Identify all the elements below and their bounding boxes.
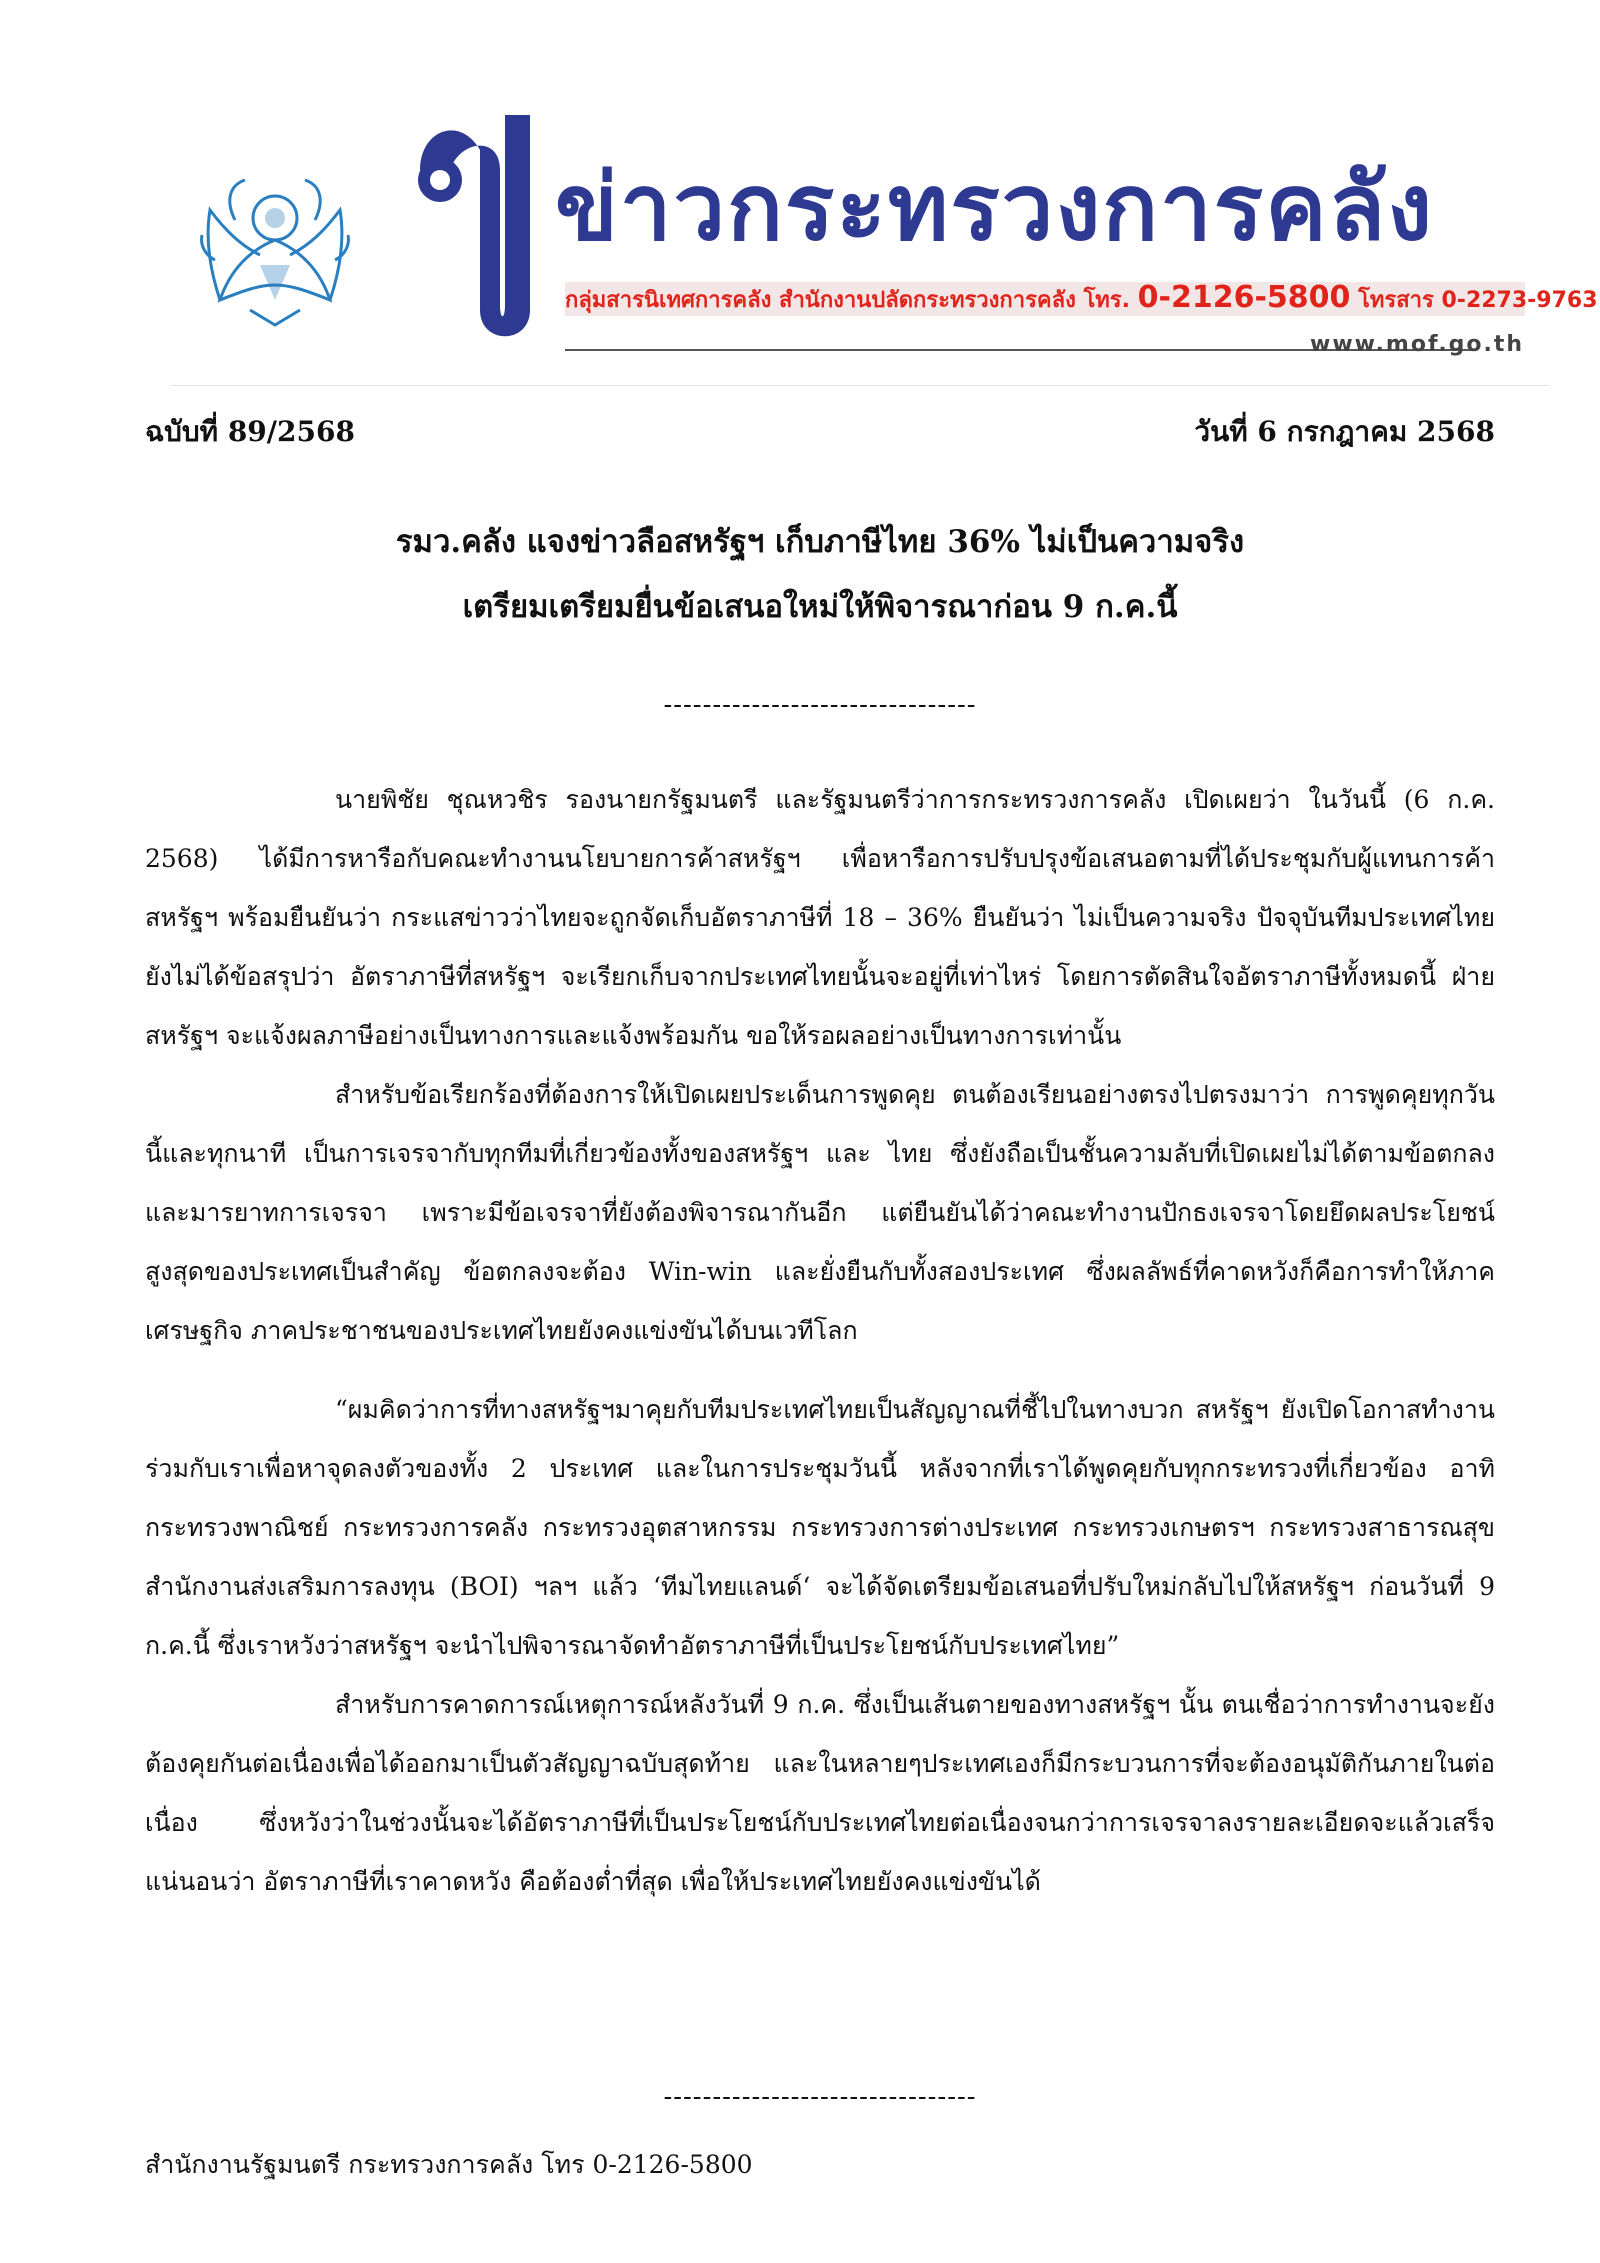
contact-fax: โทรสาร 0-2273-9763: [1358, 288, 1598, 313]
garuda-emblem-icon: [190, 160, 360, 330]
headline-line-1: รมว.คลัง แจงข่าวลือสหรัฐฯ เก็บภาษีไทย 36% ไม่เป็นความจริง: [395, 524, 1245, 560]
separator-bottom: --------------------------------: [663, 2082, 977, 2112]
paragraph-3-quote: “ผมคิดว่าการที่ทางสหรัฐฯมาคุยกับทีมประเทศไทยเป็นสัญญาณที่ชี้ไปในทางบวก สหรัฐฯ ยังเปิดโอกาสทำงานร่วมกับเราเพื่อหาจุดลงตัวของทั้ง 2 ประเทศ และในการประชุมวันนี้ หลังจากที่เราได้พูดคุยกับทุกกระทรวงที่เกี่ยวข้อง อาทิ กระทรวงพาณิชย์ กระทรวงการคลัง กระทรวงอุตสาหกรรม กระทรวงการต่างประเทศ กระทรวงเกษตรฯ กระทรวงสาธารณสุข สำนักงานส่งเสริมการลงทุน (BOI) ฯลฯ แล้ว ‘ทีมไทยแลนด์‘ จะได้จัดเตรียมข้อเสนอที่ปรับใหม่กลับไปให้สหรัฐฯ ก่อนวันที่ 9 ก.ค.นี้ ซึ่งเราหวังว่าสหรัฐฯ จะนำไปพิจารณาจัดทำอัตราภาษีที่เป็นประโยชน์กับประเทศไทย”: [145, 1395, 1495, 1660]
separator-top: --------------------------------: [663, 690, 977, 720]
headline: [145, 510, 1495, 640]
article-body: [145, 770, 1495, 1911]
masthead-initial-glyph: [400, 110, 550, 360]
issue-date: วันที่ 6 กรกฎาคม 2568: [1194, 415, 1495, 448]
masthead-contact-bar: [565, 278, 1598, 318]
paragraph-2: สำหรับข้อเรียกร้องที่ต้องการให้เปิดเผยประเด็นการพูดคุย ตนต้องเรียนอย่างตรงไปตรงมาว่า การพูดคุยทุกวันนี้และทุกนาที เป็นการเจรจากับทุกทีมที่เกี่ยวข้องทั้งของสหรัฐฯ และ ไทย ซึ่งยังถือเป็นชั้นความลับที่เปิดเผยไม่ได้ตามข้อตกลงและมารยาทการเจรจา เพราะมีข้อเจรจาที่ยังต้องพิจารณากันอีก แต่ยืนยันได้ว่าคณะทำงานปักธงเจรจาโดยยึดผลประโยชน์สูงสุดของประเทศเป็นสำคัญ ข้อตกลงจะต้อง Win-win และยั่งยืนกับทั้งสองประเทศ ซึ่งผลลัพธ์ที่คาดหวังก็คือการทำให้ภาคเศรษฐกิจ ภาคประชาชนของประเทศไทยยังคงแข่งขันได้บนเวทีโลก: [145, 1080, 1495, 1345]
paragraph-4: สำหรับการคาดการณ์เหตุการณ์หลังวันที่ 9 ก.ค. ซึ่งเป็นเส้นตายของทางสหรัฐฯ นั้น ตนเชื่อว่าการทำงานจะยังต้องคุยกันต่อเนื่องเพื่อได้ออกมาเป็นตัวสัญญาฉบับสุดท้าย และในหลายๆประเทศเองก็มีกระบวนการที่จะต้องอนุมัติกันภายในต่อเนื่อง ซึ่งหวังว่าในช่วงนั้นจะได้อัตราภาษีที่เป็นประโยชน์กับประเทศไทยต่อเนื่องจนกว่าการเจรจาลงรายละเอียดจะแล้วเสร็จ แน่นอนว่า อัตราภาษีที่เราคาดหวัง คือต้องต่ำที่สุด เพื่อให้ประเทศไทยยังคงแข่งขันได้: [145, 1690, 1495, 1896]
contact-office: กลุ่มสารนิเทศการคลัง สำนักงานปลัดกระทรวงการคลัง โทร.: [565, 288, 1130, 313]
header-separator: [170, 385, 1550, 386]
paragraph-1: นายพิชัย ชุณหวชิร รองนายกรัฐมนตรี และรัฐมนตรีว่าการกระทรวงการคลัง เปิดเผยว่า ในวันนี้ (6 ก.ค. 2568) ได้มีการหารือกับคณะทำงานนโยบายการค้าสหรัฐฯ เพื่อหารือการปรับปรุงข้อเสนอตามที่ได้ประชุมกับผู้แทนการค้าสหรัฐฯ พร้อมยืนยันว่า กระแสข่าวว่าไทยจะถูกจัดเก็บอัตราภาษีที่ 18 – 36% ยืนยันว่า ไม่เป็นความจริง ปัจจุบันทีมประเทศไทยยังไม่ได้ข้อสรุปว่า อัตราภาษีที่สหรัฐฯ จะเรียกเก็บจากประเทศไทยนั้นจะอยู่ที่เท่าไหร่ โดยการตัดสินใจอัตราภาษีทั้งหมดนี้ ฝ่ายสหรัฐฯ จะแจ้งผลภาษีอย่างเป็นทางการและแจ้งพร้อมกัน ขอให้รอผลอย่างเป็นทางการเท่านั้น: [145, 785, 1495, 1050]
headline-line-2: เตรียมเตรียมยื่นข้อเสนอใหม่ให้พิจารณาก่อน 9 ก.ค.นี้: [462, 589, 1178, 625]
masthead: [170, 110, 1598, 390]
footer-contact: สำนักงานรัฐมนตรี กระทรวงการคลัง โทร 0-2126-5800: [145, 2150, 753, 2179]
masthead-website: www.mof.go.th: [1310, 332, 1525, 357]
issue-number: ฉบับที่ 89/2568: [145, 415, 355, 448]
contact-phone: 0-2126-5800: [1137, 280, 1351, 315]
masthead-title: ข่าวกระทรวงการคลัง: [555, 154, 1435, 261]
